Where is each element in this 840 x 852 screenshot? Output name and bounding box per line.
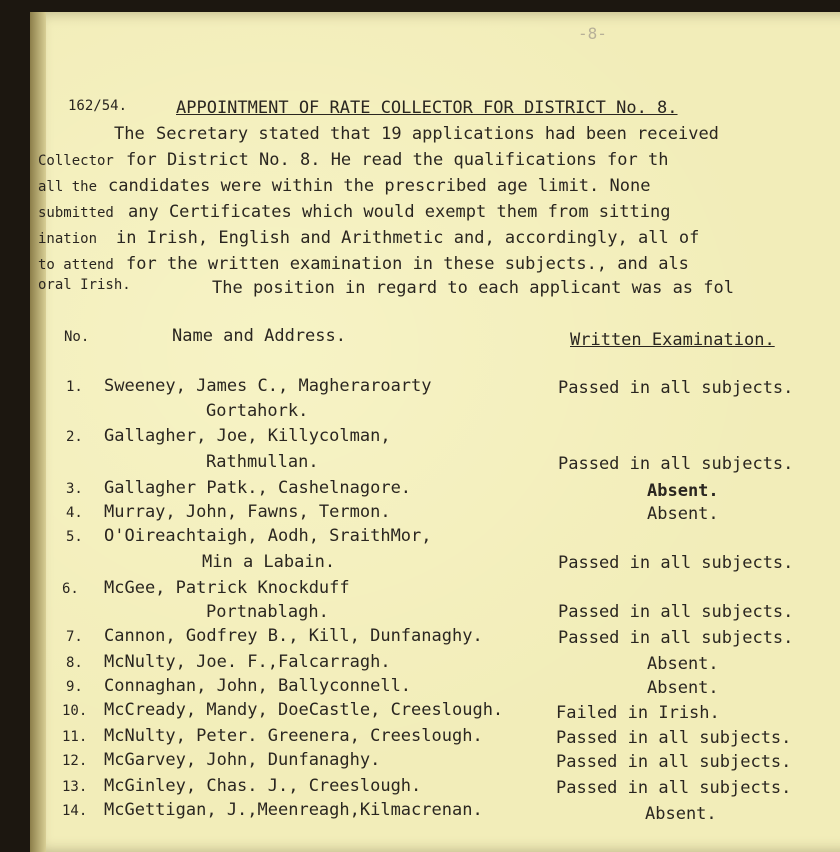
header-name: Name and Address.: [172, 326, 346, 346]
row-result: Passed in all subjects.: [558, 602, 794, 622]
row-number: 4.: [66, 505, 83, 521]
para-line: for the written examination in these subjects., and als: [126, 254, 689, 274]
header-no: No.: [64, 329, 90, 345]
row-name: McGee, Patrick Knockduff: [104, 578, 350, 598]
para-margin: all the: [38, 179, 98, 195]
para-margin: submitted: [38, 205, 114, 221]
row-address: Gortahork.: [206, 401, 309, 421]
row-name: McNulty, Joe. F.,Falcarragh.: [104, 652, 391, 672]
row-name: Sweeney, James C., Magheraroarty: [104, 376, 432, 396]
para-line: in Irish, English and Arithmetic and, accordingly, all of: [116, 228, 700, 248]
row-address: Rathmullan.: [206, 452, 319, 472]
para-line: any Certificates which would exempt them from sitting: [128, 202, 671, 222]
row-result: Absent.: [647, 504, 719, 524]
para-line: Secretary stated that 19 applications had been received: [156, 124, 719, 144]
row-number: 5.: [66, 529, 83, 545]
row-name: O'Oireachtaigh, Aodh, SraithMor,: [104, 526, 432, 546]
row-name: Cannon, Godfrey B., Kill, Dunfanaghy.: [104, 626, 483, 646]
row-number: 10.: [62, 703, 88, 719]
row-name: McGinley, Chas. J., Creeslough.: [104, 776, 422, 796]
header-exam: Written Examination.: [570, 330, 775, 350]
page-number: -8-: [578, 24, 607, 43]
row-result: Passed in all subjects.: [558, 628, 794, 648]
para-line: candidates were within the prescribed age limit. None: [108, 176, 651, 196]
row-number: 11.: [62, 729, 88, 745]
para-margin: Collector: [38, 153, 114, 169]
row-name: Gallagher, Joe, Killycolman,: [104, 426, 391, 446]
row-result: Passed in all subjects.: [558, 454, 794, 474]
para-margin: to attend: [38, 257, 114, 273]
row-name: McGettigan, J.,Meenreagh,Kilmacrenan.: [104, 800, 483, 820]
row-result: Passed in all subjects.: [556, 778, 792, 798]
row-name: Gallagher Patk., Cashelnagore.: [104, 478, 412, 498]
row-result: Passed in all subjects.: [556, 752, 792, 772]
row-number: 6.: [62, 581, 79, 597]
row-name: Connaghan, John, Ballyconnell.: [104, 676, 412, 696]
row-result: Absent.: [647, 654, 719, 674]
row-name: Murray, John, Fawns, Termon.: [104, 502, 391, 522]
row-result: Failed in Irish.: [556, 703, 720, 723]
para-line: for District No. 8. He read the qualifications for th: [126, 150, 669, 170]
row-address: Min a Labain.: [202, 552, 336, 572]
para-line: The position in regard to each applicant was as fol: [212, 278, 734, 298]
row-name: McCready, Mandy, DoeCastle, Creeslough.: [104, 700, 504, 720]
document-page: [30, 12, 840, 852]
minute-title: APPOINTMENT OF RATE COLLECTOR FOR DISTRICT No. 8.: [176, 98, 678, 118]
row-number: 2.: [66, 429, 83, 445]
row-result: Absent.: [647, 678, 719, 698]
row-number: 13.: [62, 779, 88, 795]
row-result: Passed in all subjects.: [558, 378, 794, 398]
para-margin: ination: [38, 231, 98, 247]
row-name: McNulty, Peter. Greenera, Creeslough.: [104, 726, 483, 746]
page-binding: [30, 12, 46, 852]
para-margin: oral Irish.: [38, 277, 131, 293]
row-number: 8.: [66, 655, 83, 671]
row-number: 1.: [66, 379, 83, 395]
para-margin: The: [114, 124, 145, 144]
row-number: 9.: [66, 679, 83, 695]
row-name: McGarvey, John, Dunfanaghy.: [104, 750, 381, 770]
row-number: 3.: [66, 481, 83, 497]
row-number: 14.: [62, 803, 88, 819]
row-number: 12.: [62, 753, 88, 769]
row-address: Portnablagh.: [206, 602, 329, 622]
row-number: 7.: [66, 629, 83, 645]
minute-ref: 162/54.: [68, 98, 128, 114]
row-result: Passed in all subjects.: [556, 728, 792, 748]
row-result: Passed in all subjects.: [558, 553, 794, 573]
row-result: Absent.: [647, 481, 719, 501]
row-result: Absent.: [645, 804, 717, 824]
